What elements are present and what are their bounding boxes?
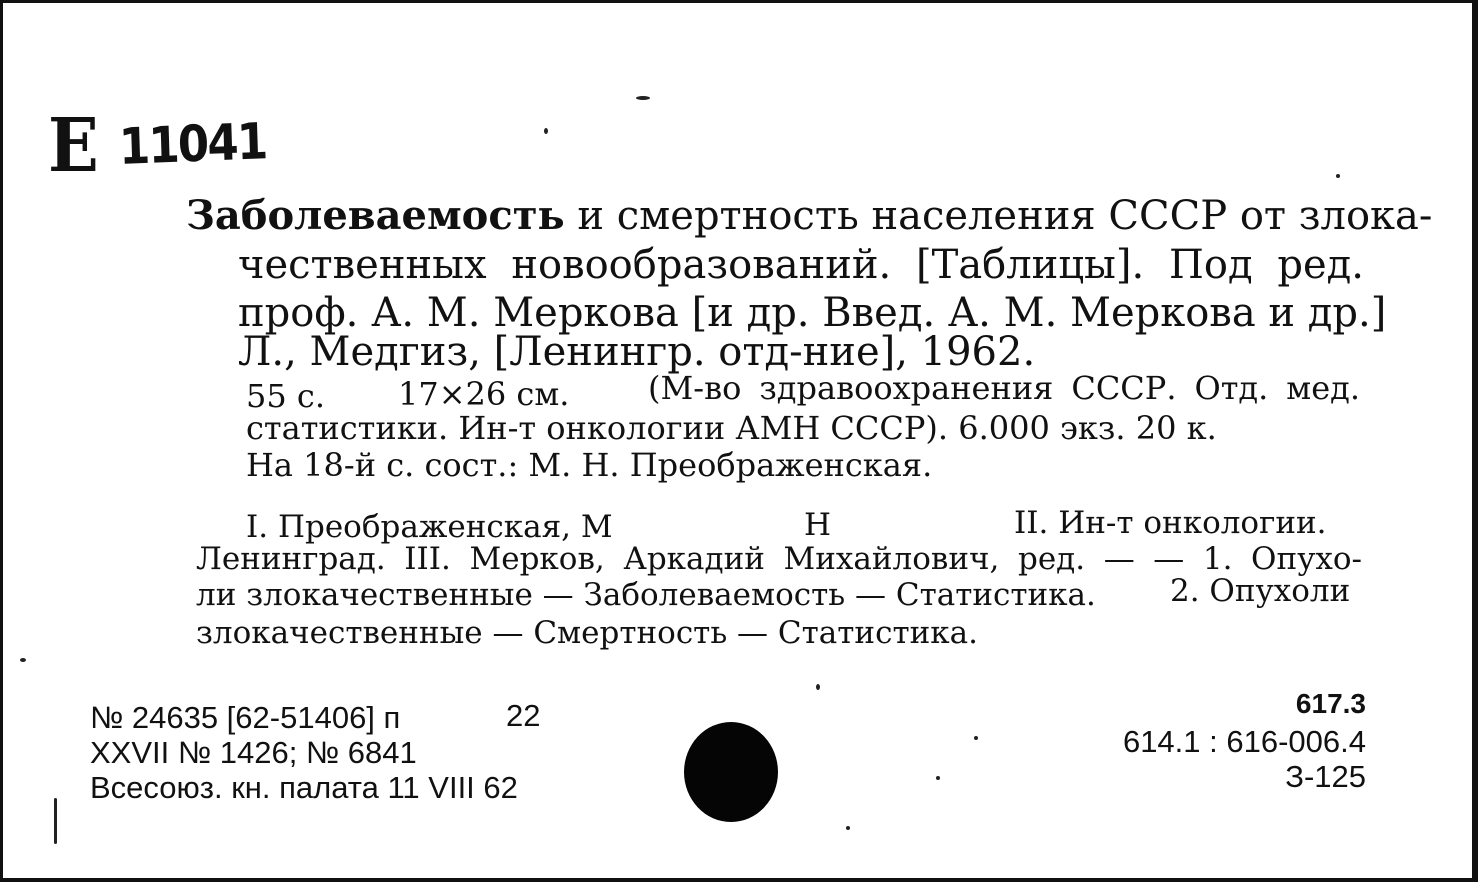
physical-line-3: На 18-й с. сост.: М. Н. Преображенская. [246, 446, 933, 484]
speck [636, 96, 650, 100]
title-line-1 [186, 192, 1433, 239]
physical-line-2: статистики. Ин-т онкологии АМН СССР). 6.000 экз. 20 к. [246, 409, 1217, 447]
title-line-4: Л., Медгиз, [Ленингр. отд-ние], 1962. [238, 329, 1036, 375]
title-line-1-rest: и смертность населения СССР от злока- [577, 193, 1433, 239]
stamp-letter: Е [48, 103, 99, 189]
speck [846, 826, 850, 830]
tracing-line-1-c: II. Ин-т онкологии. [1014, 505, 1327, 541]
speck [544, 128, 548, 134]
footer-register: XXVII № 1426; № 6841 [90, 735, 417, 770]
speck [20, 658, 26, 662]
tracing-line-2: Ленинград. III. Мерков, Аркадий Михайлович, ред. — — 1. Опухо- [196, 541, 1362, 577]
footer-chamber: Всесоюз. кн. палата 11 VIII 62 [90, 770, 518, 805]
title-line-2: чественных новообразований. [Таблицы]. Под ред. [238, 242, 1364, 288]
physical-pages: 55 с. [246, 377, 325, 415]
card-border-bottom [0, 878, 1478, 882]
physical-size: 17×26 см. [398, 375, 570, 413]
card-border-left [0, 0, 3, 882]
tracing-line-3-a: ли злокачественные — Заболеваемость — Статистика. [196, 577, 1096, 613]
footer-card-number: № 24635 [62-51406] п [90, 700, 401, 735]
speck [974, 736, 978, 740]
udc-line-3: З-125 [1285, 759, 1366, 794]
tracing-line-3-b: 2. Опухоли [1170, 573, 1351, 609]
title-bold-word: Заболеваемость [186, 192, 565, 239]
footer-count: 22 [506, 698, 541, 733]
speck [936, 776, 940, 780]
speck [1336, 174, 1340, 178]
udc-line-2: 614.1 : 616-006.4 [1122, 724, 1366, 759]
tracing-line-1-b: Н [804, 507, 832, 543]
card-border-right [1472, 0, 1478, 882]
physical-series-start: (М-во здравоохранения СССР. Отд. мед. [648, 369, 1360, 407]
udc-line-1: 617.3 [1295, 688, 1366, 719]
speck [54, 798, 57, 844]
title-line-3: проф. А. М. Меркова [и др. Введ. А. М. Меркова и др.] [238, 290, 1387, 336]
shelf-mark: 11041 [118, 112, 268, 176]
tracing-line-1-a: I. Преображенская, М [246, 509, 613, 545]
punch-hole [684, 722, 778, 822]
speck [816, 684, 820, 690]
tracing-line-4: злокачественные — Смертность — Статистика. [196, 615, 978, 651]
card-border-top [0, 0, 1478, 3]
